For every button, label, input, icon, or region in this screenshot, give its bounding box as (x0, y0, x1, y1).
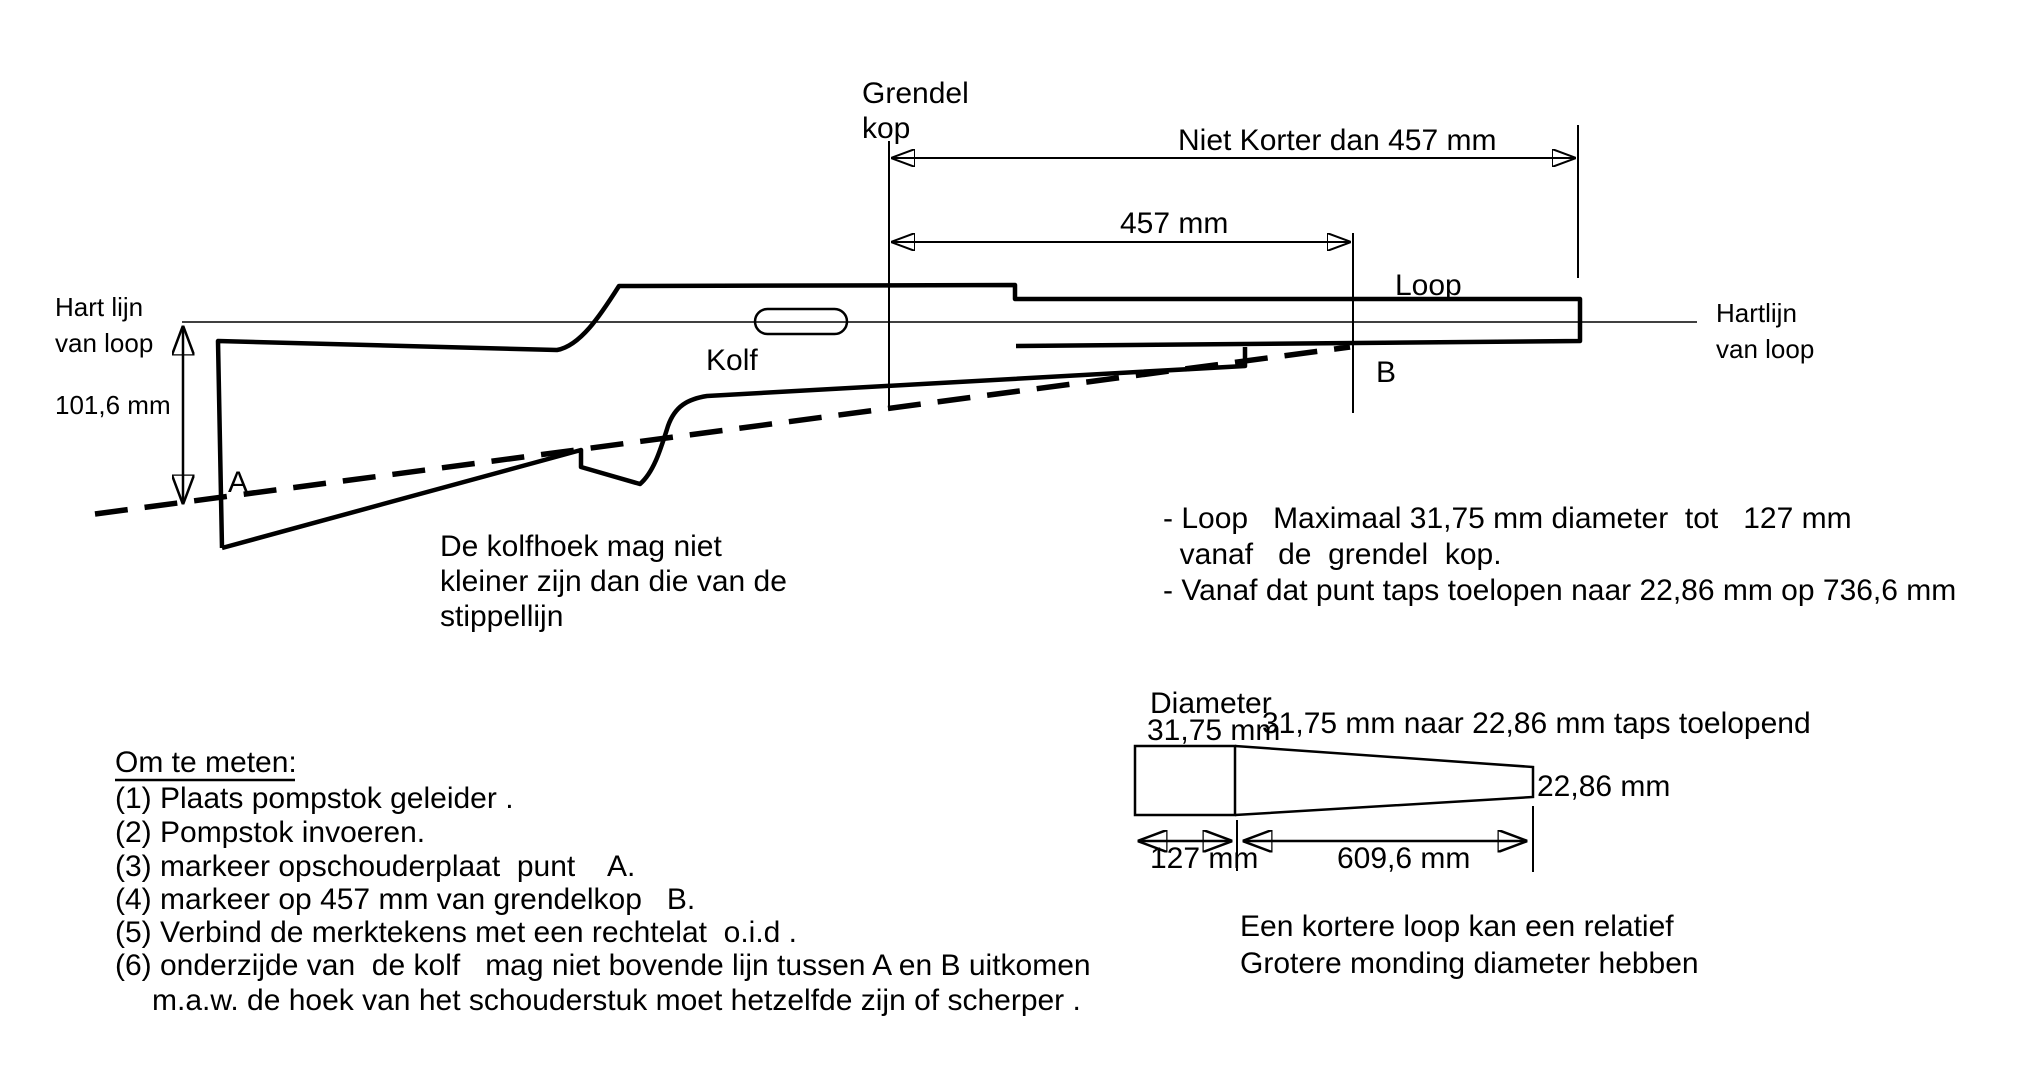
kolfhoek-note-line2: kleiner zijn dan die van de (440, 565, 787, 598)
loop-spec-line3: - Vanaf dat punt taps toelopen naar 22,86 mm op 736,6 mm (1163, 574, 1957, 607)
kolfhoek-note-line1: De kolfhoek mag niet (440, 530, 722, 563)
barrel-detail-straight-section (1135, 746, 1235, 815)
kolfhoek-note-line3: stippellijn (440, 600, 564, 633)
measure-step-3: (3) markeer opschouderplaat punt A. (115, 850, 636, 883)
rifle-lower-outline (222, 347, 1245, 548)
loop-label: Loop (1395, 269, 1462, 302)
muzzle-diameter-label: 22,86 mm (1537, 770, 1671, 803)
measure-list-footnote: m.a.w. de hoek van het schouderstuk moet hetzelfde zijn of scherper . (152, 984, 1081, 1017)
point-a-label: A (228, 466, 249, 499)
measure-step-5: (5) Verbind de merktekens met een rechtelat o.i.d . (115, 916, 798, 949)
hartlijn-right-line1: Hartlijn (1716, 298, 1797, 328)
diameter-label-line1: Diameter (1150, 687, 1272, 720)
kolf-label: Kolf (706, 344, 758, 377)
dim-6096-label: 609,6 mm (1337, 842, 1471, 875)
grendel-kop-label-line2: kop (862, 112, 911, 145)
hartlijn-right-line2: van loop (1716, 334, 1815, 364)
measure-step-1: (1) Plaats pompstok geleider . (115, 782, 514, 815)
dim-457-label: 457 mm (1120, 207, 1229, 240)
measure-step-4: (4) markeer op 457 mm van grendelkop B. (115, 883, 696, 916)
point-b-label: B (1376, 356, 1397, 389)
grendel-kop-label-line1: Grendel (862, 77, 969, 110)
barrel-detail-note-line2: Grotere monding diameter hebben (1240, 947, 1699, 980)
hartlijn-left-line1: Hart lijn (55, 292, 144, 322)
measure-step-6: (6) onderzijde van de kolf mag niet bovende lijn tussen A en B uitkomen (115, 949, 1091, 982)
diameter-label-line2: 31,75 mm (1147, 714, 1281, 747)
barrel-detail-taper-section (1235, 746, 1533, 815)
loop-spec-line1: - Loop Maximaal 31,75 mm diameter tot 127 mm (1163, 502, 1852, 535)
loop-spec-line2: vanaf de grendel kop. (1163, 538, 1502, 571)
dim-overall-label: Niet Korter dan 457 mm (1178, 124, 1497, 157)
taper-label: 31,75 mm naar 22,86 mm taps toelopend (1262, 707, 1811, 740)
measure-step-2: (2) Pompstok invoeren. (115, 816, 426, 849)
dim-height-label: 101,6 mm (55, 390, 171, 420)
dim-127-label: 127 mm (1150, 842, 1259, 875)
barrel-detail-note-line1: Een kortere loop kan een relatief (1240, 910, 1674, 943)
hartlijn-left-line2: van loop (55, 328, 154, 358)
measure-list-heading: Om te meten: (115, 746, 297, 779)
